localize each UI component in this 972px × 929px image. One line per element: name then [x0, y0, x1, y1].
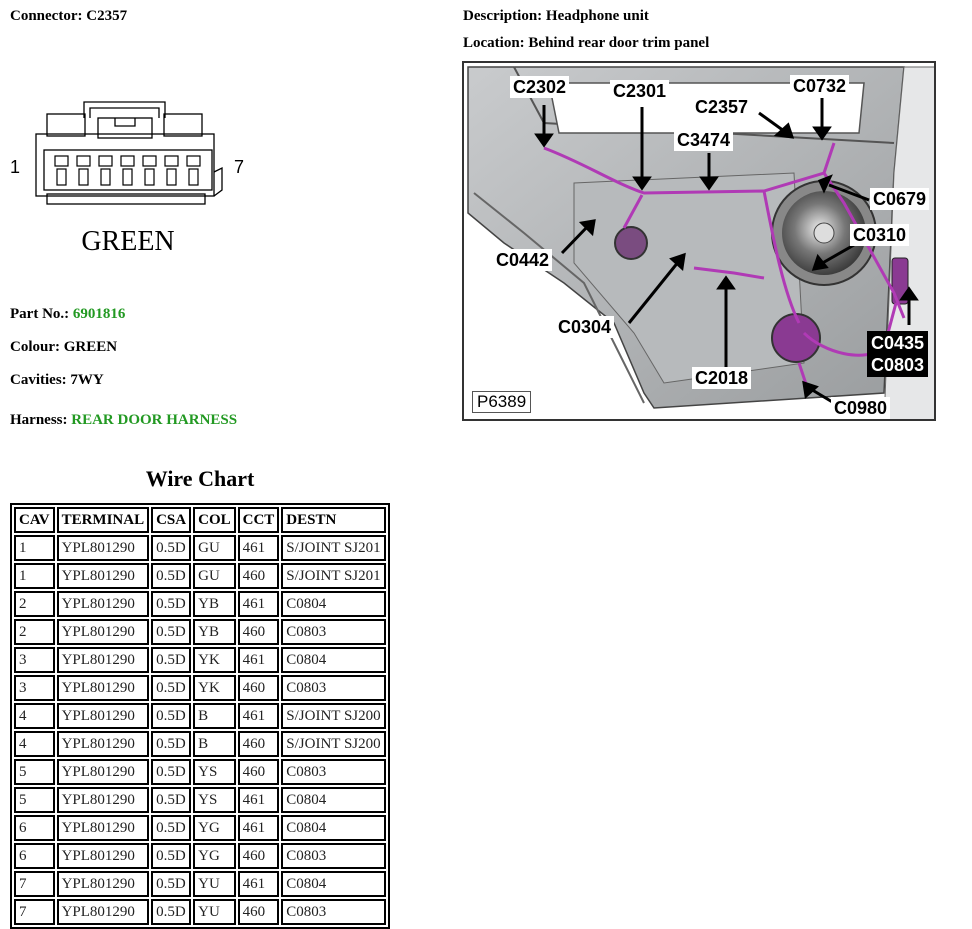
cell-terminal: YPL801290 [57, 647, 150, 673]
cell-destn: C0803 [281, 899, 385, 925]
table-row [14, 843, 386, 869]
wire-chart-title: Wire Chart [145, 466, 255, 491]
column-header-col: COL [193, 507, 236, 533]
harness [10, 412, 237, 429]
cell-csa: 0.5D [151, 563, 191, 589]
wire-chart-body [14, 535, 386, 925]
cell-cct: 460 [238, 619, 280, 645]
location-label: Location: Behind rear door trim panel [463, 35, 710, 51]
cell-destn: C0803 [281, 619, 385, 645]
callout-c0803: C0803 [867, 353, 928, 377]
callout-c2357: C2357 [692, 96, 751, 118]
cell-col: YS [193, 759, 236, 785]
table-row [14, 647, 386, 673]
cell-csa: 0.5D [151, 759, 191, 785]
cell-cct: 460 [238, 759, 280, 785]
cell-col: YU [193, 871, 236, 897]
cell-terminal: YPL801290 [57, 619, 150, 645]
cell-destn: S/JOINT SJ201 [281, 535, 385, 561]
cell-cct: 461 [238, 787, 280, 813]
cell-cav: 1 [14, 535, 55, 561]
cell-terminal: YPL801290 [57, 675, 150, 701]
cell-destn: C0804 [281, 871, 385, 897]
cell-csa: 0.5D [151, 675, 191, 701]
cell-cav: 5 [14, 787, 55, 813]
table-row [14, 591, 386, 617]
cell-col: B [193, 703, 236, 729]
cell-terminal: YPL801290 [57, 731, 150, 757]
cell-terminal: YPL801290 [57, 703, 150, 729]
cell-col: YS [193, 787, 236, 813]
column-header-destn: DESTN [281, 507, 385, 533]
cell-col: YB [193, 591, 236, 617]
callout-c0304: C0304 [555, 316, 614, 338]
cell-col: YK [193, 647, 236, 673]
callout-c2301: C2301 [610, 80, 669, 102]
cell-terminal: YPL801290 [57, 563, 150, 589]
cell-cav: 7 [14, 871, 55, 897]
cell-cct: 460 [238, 675, 280, 701]
colour-label: Colour: GREEN [10, 339, 118, 355]
pin-1-label: 1 [10, 157, 21, 177]
location-diagram [462, 61, 936, 421]
table-row [14, 899, 386, 925]
cell-destn: S/JOINT SJ200 [281, 731, 385, 757]
cell-cct: 460 [238, 563, 280, 589]
cell-cav: 6 [14, 815, 55, 841]
description-label: Description: Headphone unit [463, 8, 649, 24]
cell-destn: C0803 [281, 759, 385, 785]
column-header-cav: CAV [14, 507, 55, 533]
cell-col: YK [193, 675, 236, 701]
table-row [14, 535, 386, 561]
cell-terminal: YPL801290 [57, 787, 150, 813]
callout-c0442: C0442 [493, 249, 552, 271]
table-row [14, 759, 386, 785]
cavities-label: Cavities: 7WY [10, 372, 104, 388]
cell-col: GU [193, 535, 236, 561]
figure-id: P6389 [472, 391, 531, 413]
part-number [10, 306, 125, 323]
cell-cav: 2 [14, 619, 55, 645]
cell-csa: 0.5D [151, 787, 191, 813]
cell-csa: 0.5D [151, 535, 191, 561]
cell-csa: 0.5D [151, 871, 191, 897]
connector-face-drawing [0, 90, 260, 270]
cell-destn: C0804 [281, 647, 385, 673]
column-header-terminal: TERMINAL [57, 507, 150, 533]
callout-c0435: C0435 [867, 331, 928, 355]
cell-terminal: YPL801290 [57, 815, 150, 841]
table-row [14, 619, 386, 645]
cell-cct: 461 [238, 647, 280, 673]
cell-csa: 0.5D [151, 619, 191, 645]
column-header-cct: CCT [238, 507, 280, 533]
cell-destn: C0804 [281, 591, 385, 617]
cell-cav: 1 [14, 563, 55, 589]
cell-col: YG [193, 843, 236, 869]
harness-label: Harness: [10, 412, 68, 428]
cell-cav: 7 [14, 899, 55, 925]
callout-c2302: C2302 [510, 76, 569, 98]
callout-c0980: C0980 [831, 397, 890, 419]
cell-csa: 0.5D [151, 731, 191, 757]
cell-cct: 460 [238, 899, 280, 925]
callout-c0310: C0310 [850, 224, 909, 246]
cell-cct: 460 [238, 843, 280, 869]
cell-destn: C0804 [281, 787, 385, 813]
cell-terminal: YPL801290 [57, 843, 150, 869]
cell-csa: 0.5D [151, 843, 191, 869]
wire-chart-table [10, 503, 390, 929]
cell-col: GU [193, 563, 236, 589]
cell-cct: 461 [238, 703, 280, 729]
cell-cct: 460 [238, 731, 280, 757]
cell-csa: 0.5D [151, 703, 191, 729]
cell-cav: 2 [14, 591, 55, 617]
cell-col: B [193, 731, 236, 757]
cell-terminal: YPL801290 [57, 535, 150, 561]
callout-c2018: C2018 [692, 367, 751, 389]
cell-cav: 5 [14, 759, 55, 785]
cell-terminal: YPL801290 [57, 871, 150, 897]
cell-destn: S/JOINT SJ201 [281, 563, 385, 589]
cell-cct: 461 [238, 535, 280, 561]
table-row [14, 703, 386, 729]
cell-destn: C0803 [281, 843, 385, 869]
part-number-label: Part No.: [10, 306, 70, 322]
table-row [14, 563, 386, 589]
cell-destn: C0804 [281, 815, 385, 841]
part-number-link[interactable]: 6901816 [72, 306, 126, 322]
cell-destn: C0803 [281, 675, 385, 701]
cell-csa: 0.5D [151, 899, 191, 925]
cell-col: YB [193, 619, 236, 645]
harness-link[interactable]: REAR DOOR HARNESS [71, 412, 238, 428]
table-row [14, 787, 386, 813]
pin-7-label: 7 [234, 157, 245, 177]
connector-label: Connector: C2357 [10, 8, 128, 24]
wire-chart-header-row [14, 507, 386, 533]
cell-csa: 0.5D [151, 647, 191, 673]
cell-csa: 0.5D [151, 591, 191, 617]
cell-cav: 3 [14, 675, 55, 701]
cell-cct: 461 [238, 591, 280, 617]
callout-c0732: C0732 [790, 75, 849, 97]
callout-c0679: C0679 [870, 188, 929, 210]
table-row [14, 731, 386, 757]
cell-cav: 6 [14, 843, 55, 869]
cell-cct: 461 [238, 815, 280, 841]
callout-c3474: C3474 [674, 129, 733, 151]
table-row [14, 871, 386, 897]
cell-cct: 461 [238, 871, 280, 897]
cell-cav: 3 [14, 647, 55, 673]
table-row [14, 675, 386, 701]
cell-terminal: YPL801290 [57, 899, 150, 925]
connector-colour-text: GREEN [81, 226, 175, 257]
cell-cav: 4 [14, 703, 55, 729]
cell-col: YU [193, 899, 236, 925]
cell-col: YG [193, 815, 236, 841]
cell-csa: 0.5D [151, 815, 191, 841]
table-row [14, 815, 386, 841]
cell-terminal: YPL801290 [57, 759, 150, 785]
cell-terminal: YPL801290 [57, 591, 150, 617]
cell-cav: 4 [14, 731, 55, 757]
cell-destn: S/JOINT SJ200 [281, 703, 385, 729]
column-header-csa: CSA [151, 507, 191, 533]
